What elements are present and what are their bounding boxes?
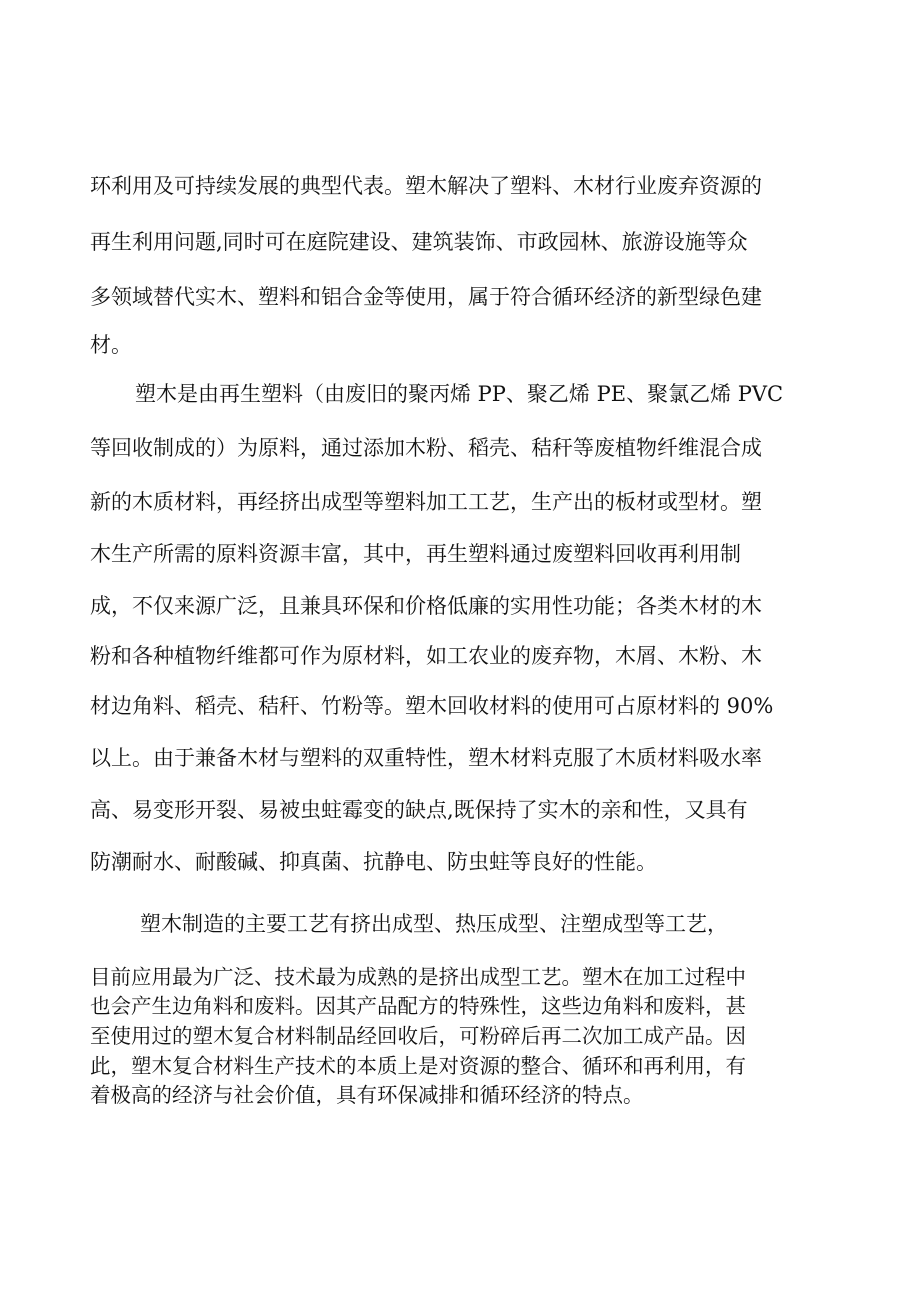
text-line: 此，塑木复合材料生产技术的本质上是对资源的整合、循环和再利用，有 — [90, 1054, 746, 1078]
text-line: 环利用及可持续发展的典型代表。塑木解决了塑料、木材行业废弃资源的 — [90, 174, 762, 198]
text-line: 再生利用问题,同时可在庭院建设、建筑装饰、市政园林、旅游设施等众 — [90, 230, 748, 254]
text-line: 塑木是由再生塑料（由废旧的聚丙烯 PP、聚乙烯 PE、聚氯乙烯 PVC — [135, 382, 784, 406]
text-line: 着极高的经济与社会价值，具有环保减排和循环经济的特点。 — [90, 1083, 644, 1107]
text-line: 新的木质材料，再经挤出成型等塑料加工工艺，生产出的板材或型材。塑 — [90, 490, 762, 514]
text-line: 防潮耐水、耐酸碱、抑真菌、抗静电、防虫蛀等良好的性能。 — [90, 850, 657, 874]
text-line: 高、易变形开裂、易被虫蛀霉变的缺点,既保持了实木的亲和性，又具有 — [90, 798, 748, 822]
text-line: 多领域替代实木、塑料和铝合金等使用，属于符合循环经济的新型绿色建 — [90, 285, 762, 309]
text-line: 等回收制成的）为原料，通过添加木粉、稻壳、秸秆等废植物纤维混合成 — [90, 436, 762, 460]
text-line: 木生产所需的原料资源丰富，其中，再生塑料通过废塑料回收再利用制 — [90, 542, 741, 566]
text-line: 至使用过的塑木复合材料制品经回收后，可粉碎后再二次加工成产品。因 — [90, 1024, 746, 1048]
text-line: 成，不仅来源广泛，且兼具环保和价格低廉的实用性功能；各类木材的木 — [90, 594, 762, 618]
text-line: 材边角料、稻壳、秸秆、竹粉等。塑木回收材料的使用可占原材料的 90% — [90, 694, 774, 718]
text-line: 材。 — [90, 333, 132, 357]
text-line: 塑木制造的主要工艺有挤出成型、热压成型、注塑成型等工艺， — [140, 912, 728, 936]
text-line: 粉和各种植物纤维都可作为原材料，如工农业的废弃物，木屑、木粉、木 — [90, 644, 762, 668]
text-line: 以上。由于兼备木材与塑料的双重特性，塑木材料克服了木质材料吸水率 — [90, 746, 762, 770]
text-line: 也会产生边角料和废料。因其产品配方的特殊性，这些边角料和废料，甚 — [90, 994, 746, 1018]
text-line: 目前应用最为广泛、技术最为成熟的是挤出成型工艺。塑木在加工过程中 — [90, 965, 746, 989]
